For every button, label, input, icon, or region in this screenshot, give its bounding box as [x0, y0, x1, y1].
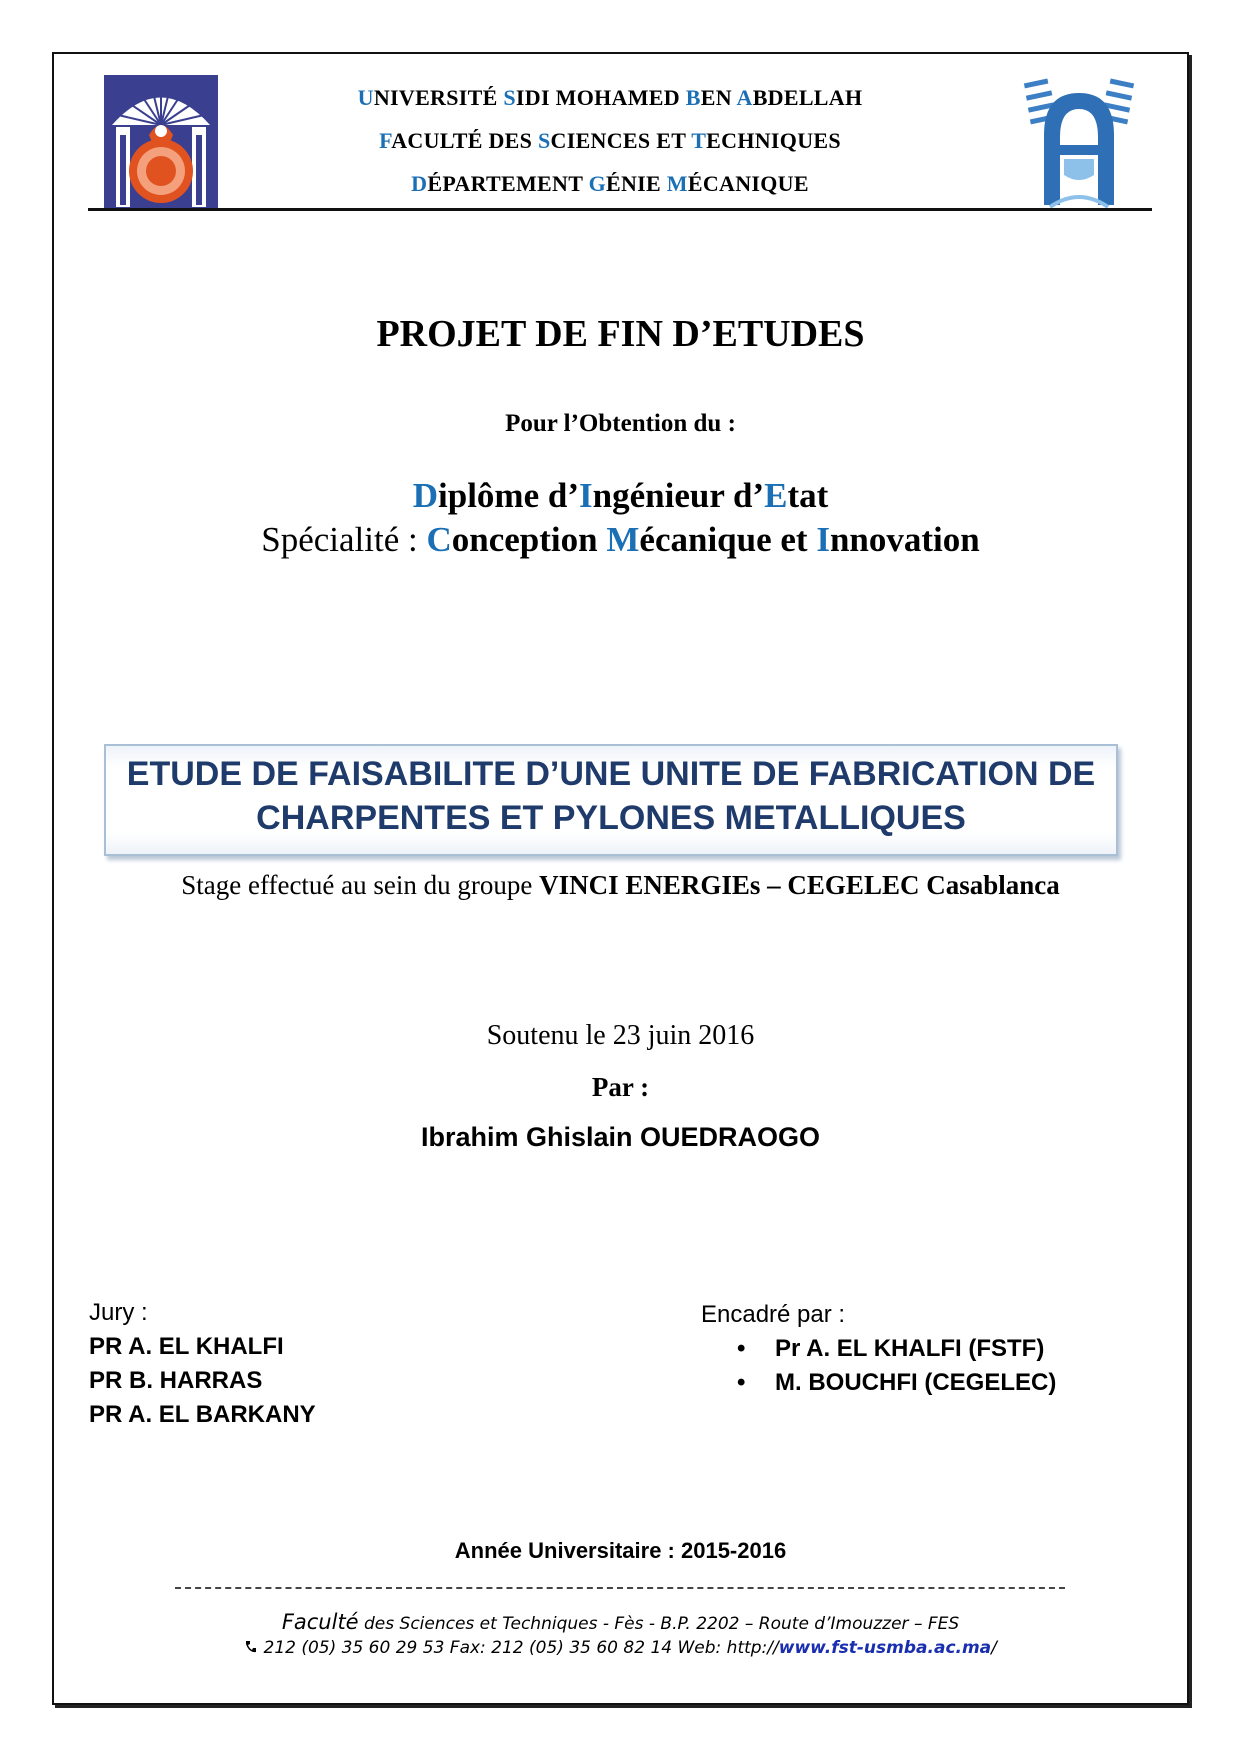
diploma-name-part: I [579, 476, 593, 515]
defense-date: Soutenu le 23 juin 2016 [486, 1020, 755, 1051]
footer-contact [0, 1638, 1241, 1658]
faculty-name-part: T [691, 128, 707, 153]
diploma-name-part: D [412, 476, 439, 515]
faculty-name-part: S [537, 128, 551, 153]
specialty-name [426, 520, 979, 559]
department-name-part: G [588, 171, 606, 196]
faculty-name-part: F [379, 128, 392, 153]
specialty-name-part: I [816, 520, 830, 559]
jury-member: PR A. EL KHALFI [89, 1333, 284, 1360]
specialty-prefix: Spécialité : [261, 520, 427, 559]
document-title: PROJET DE FIN D’ETUDES [376, 313, 865, 355]
university-name-part: NIVERSITÉ [373, 85, 504, 110]
by-label: Par : [591, 1072, 650, 1102]
faculty-name-part: ACULTÉ DES [391, 128, 538, 153]
university-name [230, 76, 990, 119]
supervisors-list [701, 1332, 1056, 1400]
department-name-part: D [411, 171, 428, 196]
footer-web-suffix: / [991, 1638, 997, 1658]
faculty-name-part: CIENCES ET [550, 128, 692, 153]
stage-company: VINCI ENERGIEs – CEGELEC Casablanca [539, 870, 1060, 900]
project-subject [104, 752, 1118, 840]
footer-web-link[interactable]: www.fst-usmba.ac.ma [778, 1638, 992, 1658]
university-name-part: S [503, 85, 516, 110]
supervisor-item: • Pr A. EL KHALFI (FSTF) [701, 1332, 1056, 1366]
university-name-part: A [736, 85, 753, 110]
diploma-name [0, 476, 1241, 516]
diploma-name-part: tat [787, 476, 829, 515]
obtention-label: Pour l’Obtention du : [505, 410, 736, 437]
department-name [230, 162, 990, 205]
specialty-name-part: nnovation [829, 520, 980, 559]
supervisors-label: Encadré par : [701, 1301, 846, 1328]
footer-phone-fax: 212 (05) 35 60 29 53 Fax: 212 (05) 35 60 82 14 Web: http:// [258, 1638, 779, 1658]
diploma-name-part: E [764, 476, 788, 515]
academic-year: Année Universitaire : 2015-2016 [454, 1538, 787, 1563]
header-divider [88, 208, 1152, 211]
faculty-name [230, 119, 990, 162]
internship-line [0, 870, 1241, 901]
phone-icon [244, 1640, 258, 1654]
university-name-part: U [357, 85, 374, 110]
footer-faculte-word: Faculté [281, 1610, 359, 1634]
university-name-part: IDI MOHAMED [515, 85, 686, 110]
university-name-part: B [685, 85, 701, 110]
subject-line-1: ETUDE DE FAISABILITE D’UNE UNITE DE FABRICATION DE [126, 755, 1096, 793]
department-name-part: ÉCANIQUE [687, 171, 809, 196]
faculty-name-part: ECHNIQUES [706, 128, 841, 153]
specialty-name-part: écanique et [639, 520, 817, 559]
stage-prefix: Stage effectué au sein du groupe [181, 870, 540, 900]
diploma-name-part: ngénieur d’ [592, 476, 765, 515]
university-name-part: BDELLAH [752, 85, 863, 110]
department-name-part: ÉPARTEMENT [427, 171, 589, 196]
jury-label: Jury : [89, 1299, 148, 1326]
jury-section [89, 1296, 316, 1432]
specialty-line [0, 520, 1241, 560]
specialty-name-part: onception [451, 520, 607, 559]
institution-header [230, 76, 990, 205]
fst-fes-logo [1020, 75, 1138, 213]
specialty-name-part: M [606, 520, 640, 559]
supervisors-section [701, 1298, 1056, 1400]
jury-member: PR B. HARRAS [89, 1367, 263, 1394]
usmba-emblem-logo [104, 75, 218, 210]
footer-address-rest: des Sciences et Techniques - Fès - B.P. 2202 – Route d’Imouzzer – FES [358, 1614, 960, 1634]
department-name-part: M [666, 171, 688, 196]
university-name-part: EN [700, 85, 737, 110]
footer-address [0, 1610, 1241, 1634]
subject-line-2: CHARPENTES ET PYLONES METALLIQUES [256, 799, 966, 837]
supervisor-item: • M. BOUCHFI (CEGELEC) [701, 1366, 1056, 1400]
jury-member: PR A. EL BARKANY [89, 1401, 316, 1428]
footer-divider [175, 1587, 1065, 1589]
author-name: Ibrahim Ghislain OUEDRAOGO [420, 1122, 821, 1152]
specialty-name-part: C [426, 520, 452, 559]
diploma-name-part: iplôme d’ [438, 476, 579, 515]
department-name-part: ÉNIE [606, 171, 667, 196]
